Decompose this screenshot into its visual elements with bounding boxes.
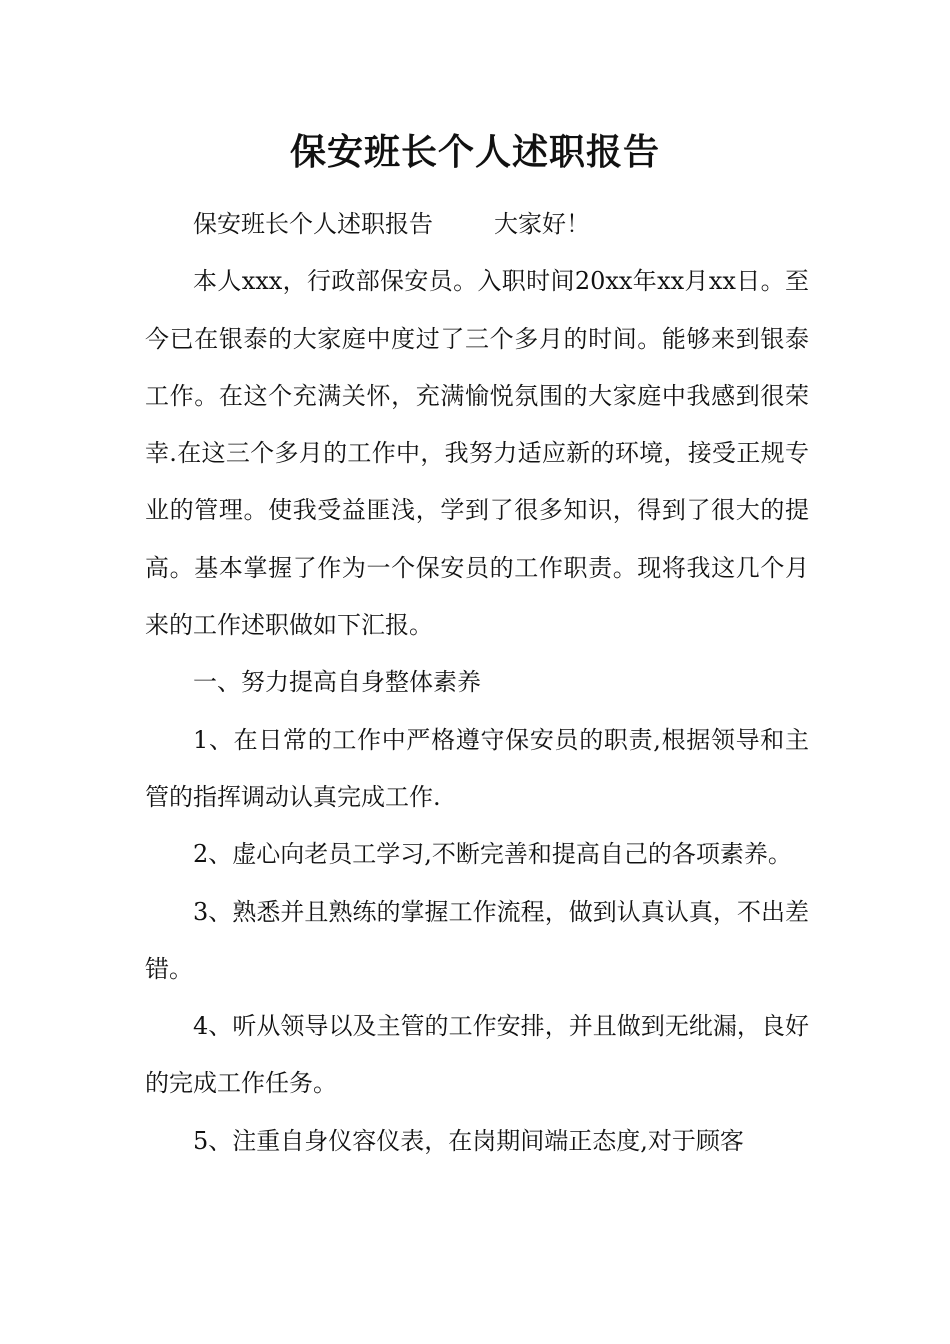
paragraph-introduction: 本人xxx，行政部保安员。入职时间20xx年xx月xx日。至今已在银泰的大家庭中度过了三个多月的时间。能够来到银泰工作。在这个充满关怀，充满愉悦氛围的大家庭中我感到很荣幸.在这三个多月的工作中，我努力适应新的环境，接受正规专业的管理。使我受益匪浅，学到了很多知识，得到了很大的提高。基本掌握了作为一个保安员的工作职责。现将我这几个月来的工作述职做如下汇报。 <box>145 267 809 640</box>
list-item: 4、听从领导以及主管的工作安排，并且做到无纰漏，良好的完成工作任务。 <box>145 1012 809 1098</box>
list-item: 5、注重自身仪容仪表，在岗期间端正态度,对于顾客 <box>193 1126 744 1155</box>
list-item: 1、在日常的工作中严格遵守保安员的职责,根据领导和主管的指挥调动认真完成工作. <box>145 725 809 811</box>
paragraph-greeting: 保安班长个人述职报告 大家好！ <box>193 210 591 238</box>
document-body <box>145 196 809 1170</box>
list-item: 3、熟悉并且熟练的掌握工作流程，做到认真认真，不出差错。 <box>145 897 809 983</box>
list-item: 2、虚心向老员工学习,不断完善和提高自己的各项素养。 <box>193 840 792 869</box>
document-title: 保安班长个人述职报告 <box>289 131 660 173</box>
section-heading: 一、努力提高自身整体素养 <box>193 668 481 697</box>
